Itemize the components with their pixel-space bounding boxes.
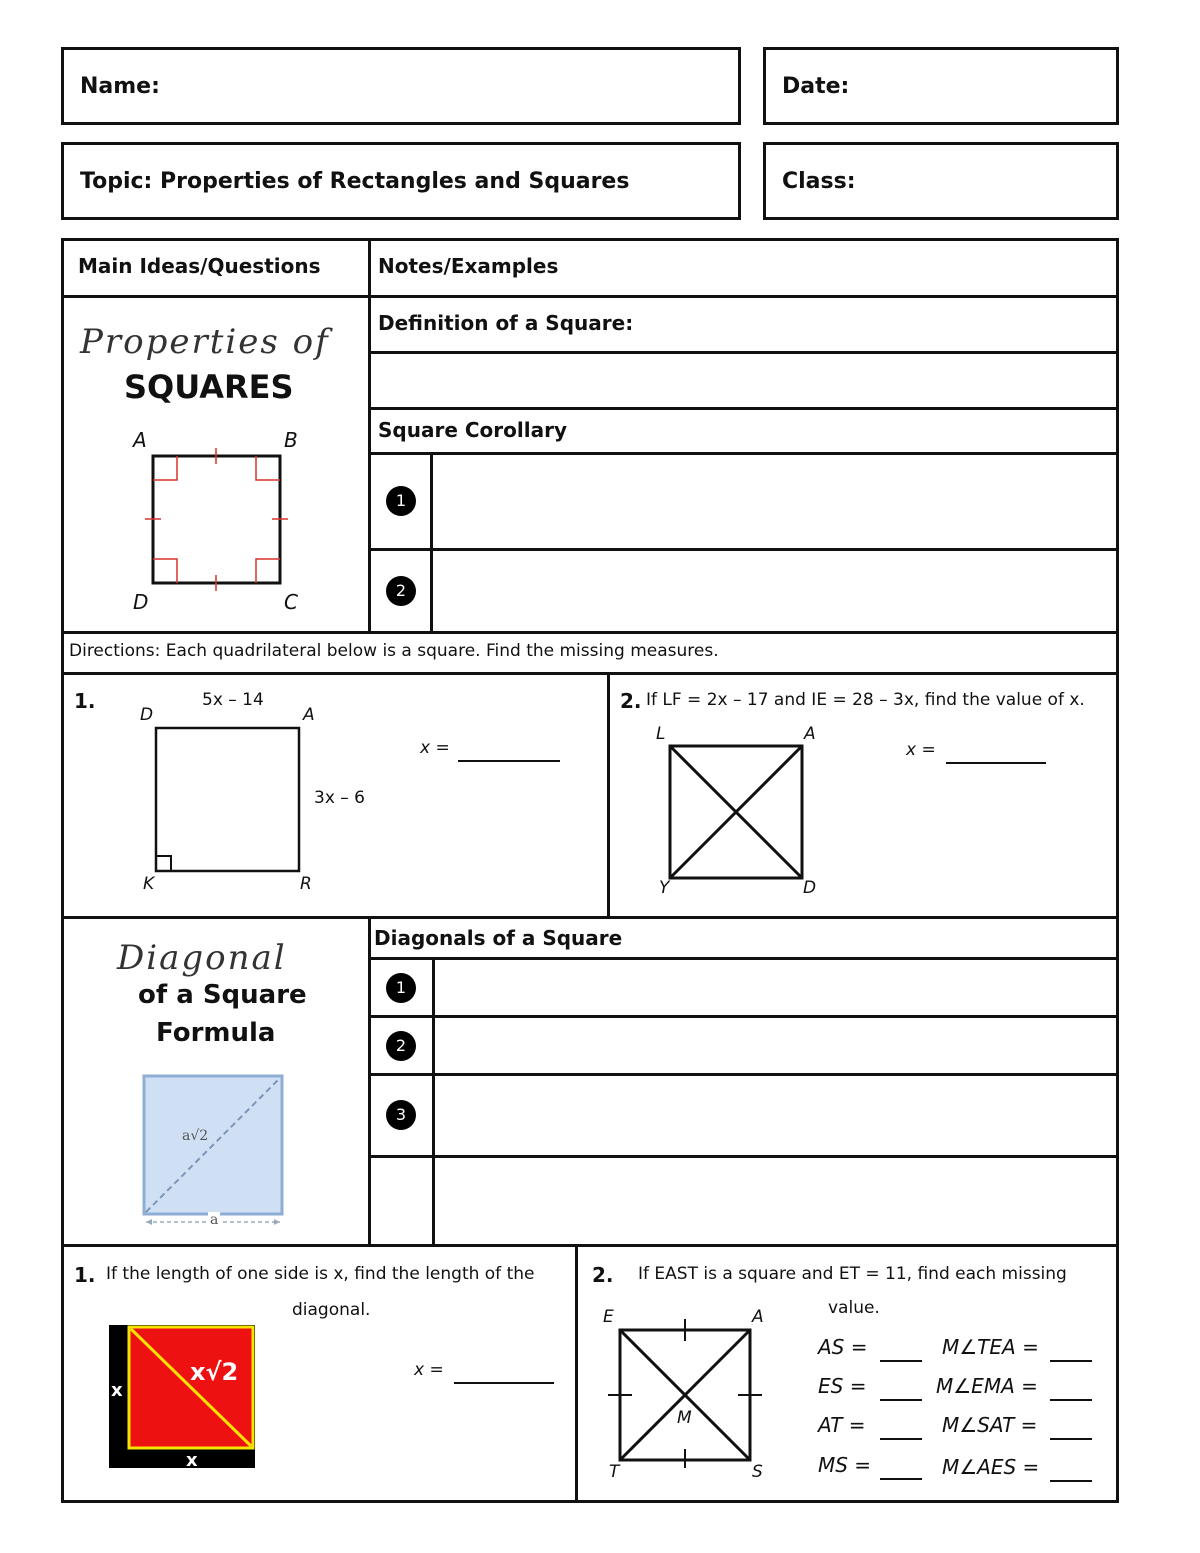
problem4-ms-blank[interactable] bbox=[880, 1458, 922, 1480]
diagonal-1-answer[interactable] bbox=[436, 960, 1116, 1014]
class-field[interactable] bbox=[763, 142, 1119, 220]
problem4-aes-blank[interactable] bbox=[1050, 1460, 1092, 1482]
problem4-ema-label: M∠EMA = bbox=[936, 1374, 1038, 1398]
problem1-vertex-r: R bbox=[300, 874, 312, 894]
row-divider bbox=[61, 1244, 1119, 1247]
problem1-answer-blank[interactable] bbox=[458, 740, 560, 762]
problem1-vertex-k: K bbox=[143, 874, 155, 894]
problem1-top-label: 5x – 14 bbox=[202, 690, 264, 710]
column-divider bbox=[368, 916, 371, 1246]
topic-label: Topic: Properties of Rectangles and Squares bbox=[80, 169, 630, 194]
problem1-vertex-a: A bbox=[303, 705, 315, 725]
bullet-column-divider bbox=[432, 957, 435, 1246]
row-divider bbox=[368, 407, 1119, 410]
problem4-es-blank[interactable] bbox=[880, 1379, 922, 1401]
class-label: Class: bbox=[782, 169, 856, 194]
problem4-aes-label: M∠AES = bbox=[942, 1455, 1040, 1479]
problem4-vertex-s: S bbox=[752, 1462, 763, 1482]
bullet-1-icon: 1 bbox=[386, 486, 416, 516]
problem4-at-blank[interactable] bbox=[880, 1418, 922, 1440]
problem2-vertex-y: Y bbox=[659, 878, 670, 898]
diagonal-image-side-label: a bbox=[210, 1212, 219, 1228]
vertex-d: D bbox=[133, 590, 149, 614]
problem1-side-label: 3x – 6 bbox=[314, 788, 365, 808]
diag-bullet-1-icon: 1 bbox=[386, 973, 416, 1003]
problem2-vertex-a: A bbox=[804, 724, 816, 744]
problem4-as-label: AS = bbox=[818, 1335, 868, 1359]
problem3-diag-label: x√2 bbox=[190, 1358, 239, 1386]
col2-header: Notes/Examples bbox=[378, 254, 559, 278]
problem3-text-line2: diagonal. bbox=[292, 1300, 371, 1320]
diagonal-formula-figure bbox=[140, 1072, 288, 1232]
diagonal-bold-line1: of a Square bbox=[138, 980, 307, 1010]
problem3-number: 1. bbox=[74, 1263, 96, 1287]
row-divider bbox=[61, 916, 1119, 919]
problem4-tea-blank[interactable] bbox=[1050, 1340, 1092, 1362]
problem2-number: 2. bbox=[620, 689, 642, 713]
definition-answer-area[interactable] bbox=[371, 354, 1116, 406]
problem4-vertex-m: M bbox=[677, 1408, 692, 1428]
name-field[interactable] bbox=[61, 47, 741, 125]
diag-bullet-3-icon: 3 bbox=[386, 1100, 416, 1130]
diagonal-4-answer[interactable] bbox=[436, 1158, 1116, 1244]
problem4-number: 2. bbox=[592, 1263, 614, 1287]
diagonals-section-label: Diagonals of a Square bbox=[374, 926, 623, 950]
problem2-square-figure bbox=[664, 740, 814, 885]
problem4-tea-label: M∠TEA = bbox=[942, 1335, 1039, 1359]
corollary-2-answer[interactable] bbox=[434, 551, 1116, 631]
diagonal-3-answer[interactable] bbox=[436, 1076, 1116, 1154]
problem2-answer-blank[interactable] bbox=[946, 742, 1046, 764]
row-divider bbox=[61, 631, 1119, 634]
corollary-label: Square Corollary bbox=[378, 418, 567, 442]
vertex-b: B bbox=[284, 428, 298, 452]
squares-bold-title: SQUARES bbox=[124, 368, 294, 406]
bullet-column-divider bbox=[430, 452, 433, 633]
problem4-es-label: ES = bbox=[818, 1374, 867, 1398]
problem1-square-figure bbox=[150, 722, 310, 882]
name-label: Name: bbox=[80, 74, 160, 99]
problem2-vertex-l: L bbox=[656, 724, 666, 744]
vertex-a: A bbox=[133, 428, 147, 452]
problem1-answer-label: x = bbox=[420, 738, 450, 758]
problem4-at-label: AT = bbox=[818, 1413, 866, 1437]
problem3-side-label-left: x bbox=[111, 1380, 123, 1401]
diagonal-2-answer[interactable] bbox=[436, 1018, 1116, 1072]
problem4-square-figure bbox=[600, 1318, 770, 1468]
problem3-red-square-figure bbox=[109, 1325, 257, 1470]
topic-box bbox=[61, 142, 741, 220]
definition-label: Definition of a Square: bbox=[378, 311, 634, 335]
problem2-text: If LF = 2x – 17 and IE = 28 – 3x, find the value of x. bbox=[646, 690, 1085, 710]
problem4-vertex-a: A bbox=[752, 1307, 764, 1327]
problem1-vertex-d: D bbox=[140, 705, 154, 725]
diagonal-script-title: Diagonal bbox=[117, 938, 287, 978]
directions-text: Directions: Each quadrilateral below is a square. Find the missing measures. bbox=[69, 641, 719, 661]
problem4-ms-label: MS = bbox=[818, 1453, 872, 1477]
problem2-answer-label: x = bbox=[906, 740, 936, 760]
row-divider bbox=[61, 295, 1119, 298]
bullet-2-icon: 2 bbox=[386, 576, 416, 606]
diagonal-bold-line2: Formula bbox=[156, 1018, 276, 1048]
squares-script-title: Properties of bbox=[80, 322, 330, 362]
date-label: Date: bbox=[782, 74, 850, 99]
row-divider bbox=[61, 672, 1119, 675]
problem4-sat-label: M∠SAT = bbox=[942, 1413, 1038, 1437]
diagonal-image-diag-label: a√2 bbox=[182, 1128, 209, 1144]
problem-divider bbox=[607, 672, 610, 918]
problem4-text-line1: If EAST is a square and ET = 11, find each missing bbox=[638, 1264, 1067, 1284]
vertex-c: C bbox=[284, 590, 298, 614]
problem4-text-line2: value. bbox=[828, 1298, 880, 1318]
problem4-as-blank[interactable] bbox=[880, 1340, 922, 1362]
problem2-vertex-d: D bbox=[803, 878, 817, 898]
date-field[interactable] bbox=[763, 47, 1119, 125]
problem3-answer-label: x = bbox=[414, 1360, 444, 1380]
col1-header: Main Ideas/Questions bbox=[78, 254, 321, 278]
problem4-vertex-t: T bbox=[609, 1462, 620, 1482]
corollary-1-answer[interactable] bbox=[434, 455, 1116, 547]
problem1-number: 1. bbox=[74, 689, 96, 713]
problem4-ema-blank[interactable] bbox=[1050, 1379, 1092, 1401]
problem4-vertex-e: E bbox=[603, 1307, 614, 1327]
problem-divider bbox=[575, 1244, 578, 1503]
diag-bullet-2-icon: 2 bbox=[386, 1031, 416, 1061]
problem4-sat-blank[interactable] bbox=[1050, 1418, 1092, 1440]
problem3-answer-blank[interactable] bbox=[454, 1362, 554, 1384]
problem3-text-line1: If the length of one side is x, find the length of the bbox=[106, 1264, 535, 1284]
problem3-side-label-bottom: x bbox=[186, 1450, 198, 1471]
